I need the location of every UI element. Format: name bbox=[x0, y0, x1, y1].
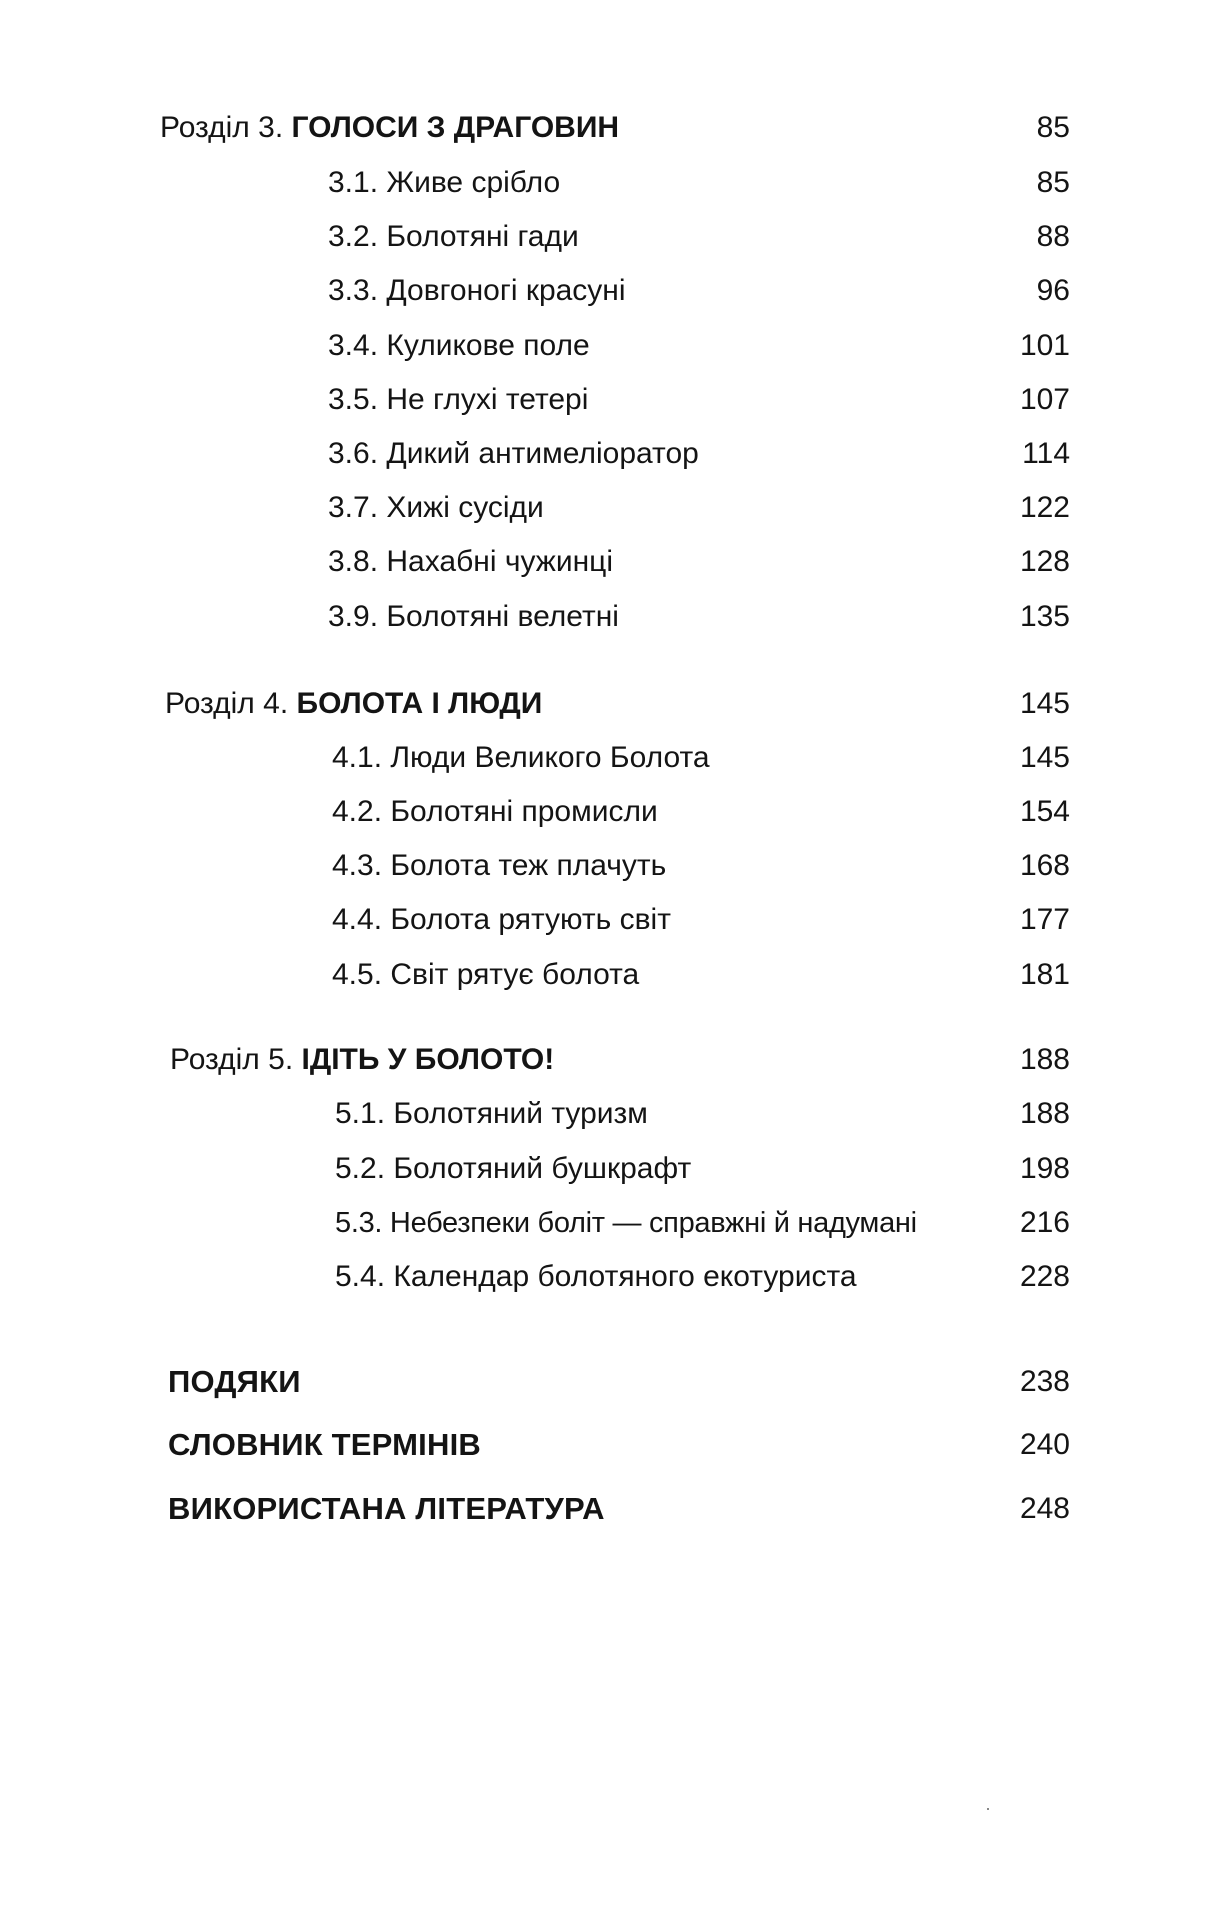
toc-entry-label: 4.5. Світ рятує болота bbox=[332, 958, 640, 991]
chapter-5-heading[interactable] bbox=[0, 1040, 1214, 1080]
chapter-5-title: ІДІТЬ У БОЛОТО! bbox=[301, 1043, 555, 1076]
toc-entry-page: 216 bbox=[1019, 1206, 1070, 1239]
toc-entry-3-9[interactable] bbox=[0, 597, 1214, 637]
chapter-5-label bbox=[170, 1040, 554, 1080]
toc-entry-label: 3.9. Болотяні велетні bbox=[328, 600, 619, 633]
chapter-4-prefix: Розділ 4. bbox=[165, 687, 289, 720]
toc-entry-3-8[interactable] bbox=[0, 542, 1214, 582]
toc-entry-4-4[interactable] bbox=[0, 900, 1214, 940]
back-matter-page: 240 bbox=[1019, 1428, 1070, 1461]
chapter-4-page: 145 bbox=[1019, 687, 1070, 720]
toc-entry-label: 3.4. Куликове поле bbox=[328, 329, 590, 362]
toc-entry-page: 114 bbox=[1022, 437, 1070, 470]
toc-glossary[interactable] bbox=[0, 1425, 1214, 1465]
toc-entry-label: 4.4. Болота рятують світ bbox=[332, 903, 671, 936]
toc-references[interactable] bbox=[0, 1489, 1214, 1529]
chapter-3-title: ГОЛОСИ З ДРАГОВИН bbox=[291, 111, 620, 144]
toc-entry-3-3[interactable] bbox=[0, 271, 1214, 311]
toc-entry-page: 198 bbox=[1019, 1152, 1070, 1185]
chapter-5-page: 188 bbox=[1019, 1043, 1070, 1076]
toc-entry-label: 3.7. Хижі сусіди bbox=[328, 491, 544, 524]
back-matter-page: 238 bbox=[1019, 1365, 1070, 1398]
chapter-4-heading[interactable] bbox=[0, 684, 1214, 724]
toc-entry-label: 5.2. Болотяний бушкрафт bbox=[335, 1152, 692, 1185]
toc-entry-4-1[interactable] bbox=[0, 738, 1214, 778]
toc-entry-page: 128 bbox=[1019, 545, 1070, 578]
toc-entry-5-3[interactable] bbox=[0, 1203, 1214, 1243]
toc-entry-page: 101 bbox=[1019, 329, 1070, 362]
toc-entry-3-5[interactable] bbox=[0, 380, 1214, 420]
toc-entry-4-2[interactable] bbox=[0, 792, 1214, 832]
toc-entry-page: 96 bbox=[1036, 274, 1070, 307]
back-matter-page: 248 bbox=[1019, 1492, 1070, 1525]
toc-entry-page: 88 bbox=[1036, 220, 1070, 253]
toc-entry-3-2[interactable] bbox=[0, 217, 1214, 257]
toc-entry-4-5[interactable] bbox=[0, 955, 1214, 995]
chapter-3-label bbox=[160, 108, 619, 148]
chapter-5-prefix: Розділ 5. bbox=[170, 1043, 294, 1076]
toc-entry-label: 3.1. Живе срібло bbox=[328, 166, 561, 199]
toc-entry-label: 5.4. Календар болотяного екотуриста bbox=[335, 1260, 857, 1293]
toc-entry-label: 3.5. Не глухі тетері bbox=[328, 383, 589, 416]
toc-entry-page: 107 bbox=[1019, 383, 1070, 416]
toc-entry-3-6[interactable] bbox=[0, 434, 1214, 474]
toc-entry-3-4[interactable] bbox=[0, 326, 1214, 366]
toc-entry-label: 4.3. Болота теж плачуть bbox=[332, 849, 667, 882]
toc-entry-page: 122 bbox=[1019, 491, 1070, 524]
chapter-3-heading[interactable] bbox=[0, 108, 1214, 148]
toc-entry-4-3[interactable] bbox=[0, 846, 1214, 886]
toc-entry-label: 3.3. Довгоногі красуні bbox=[328, 274, 626, 307]
scan-speck bbox=[987, 1808, 989, 1810]
toc-entry-label: 3.6. Дикий антимеліоратор bbox=[328, 437, 699, 470]
chapter-4-title: БОЛОТА І ЛЮДИ bbox=[296, 687, 543, 720]
toc-entry-page: 85 bbox=[1036, 166, 1070, 199]
chapter-3-prefix: Розділ 3. bbox=[160, 111, 284, 144]
toc-entry-label: 4.1. Люди Великого Болота bbox=[332, 741, 710, 774]
toc-entry-5-1[interactable] bbox=[0, 1094, 1214, 1134]
back-matter-label: СЛОВНИК ТЕРМІНІВ bbox=[168, 1427, 481, 1462]
toc-entry-page: 145 bbox=[1019, 741, 1070, 774]
toc-entry-page: 154 bbox=[1019, 795, 1070, 828]
toc-entry-label: 3.2. Болотяні гади bbox=[328, 220, 579, 253]
back-matter-label: ВИКОРИСТАНА ЛІТЕРАТУРА bbox=[168, 1491, 605, 1526]
toc-entry-page: 188 bbox=[1019, 1097, 1070, 1130]
chapter-3-page: 85 bbox=[1036, 111, 1070, 144]
toc-entry-page: 177 bbox=[1019, 903, 1070, 936]
toc-entry-label: 5.3. Небезпеки боліт — справжні й надумані bbox=[335, 1207, 917, 1239]
toc-entry-label: 4.2. Болотяні промисли bbox=[332, 795, 658, 828]
toc-entry-5-4[interactable] bbox=[0, 1257, 1214, 1297]
toc-entry-page: 228 bbox=[1019, 1260, 1070, 1293]
toc-entry-page: 168 bbox=[1019, 849, 1070, 882]
toc-entry-label: 3.8. Нахабні чужинці bbox=[328, 545, 614, 578]
toc-entry-page: 181 bbox=[1019, 958, 1070, 991]
toc-entry-3-7[interactable] bbox=[0, 488, 1214, 528]
toc-entry-label: 5.1. Болотяний туризм bbox=[335, 1097, 648, 1130]
toc-entry-3-1[interactable] bbox=[0, 163, 1214, 203]
toc-acknowledgements[interactable] bbox=[0, 1362, 1214, 1402]
chapter-4-label bbox=[165, 684, 542, 724]
back-matter-label: ПОДЯКИ bbox=[168, 1364, 301, 1399]
toc-entry-5-2[interactable] bbox=[0, 1149, 1214, 1189]
toc-entry-page: 135 bbox=[1019, 600, 1070, 633]
